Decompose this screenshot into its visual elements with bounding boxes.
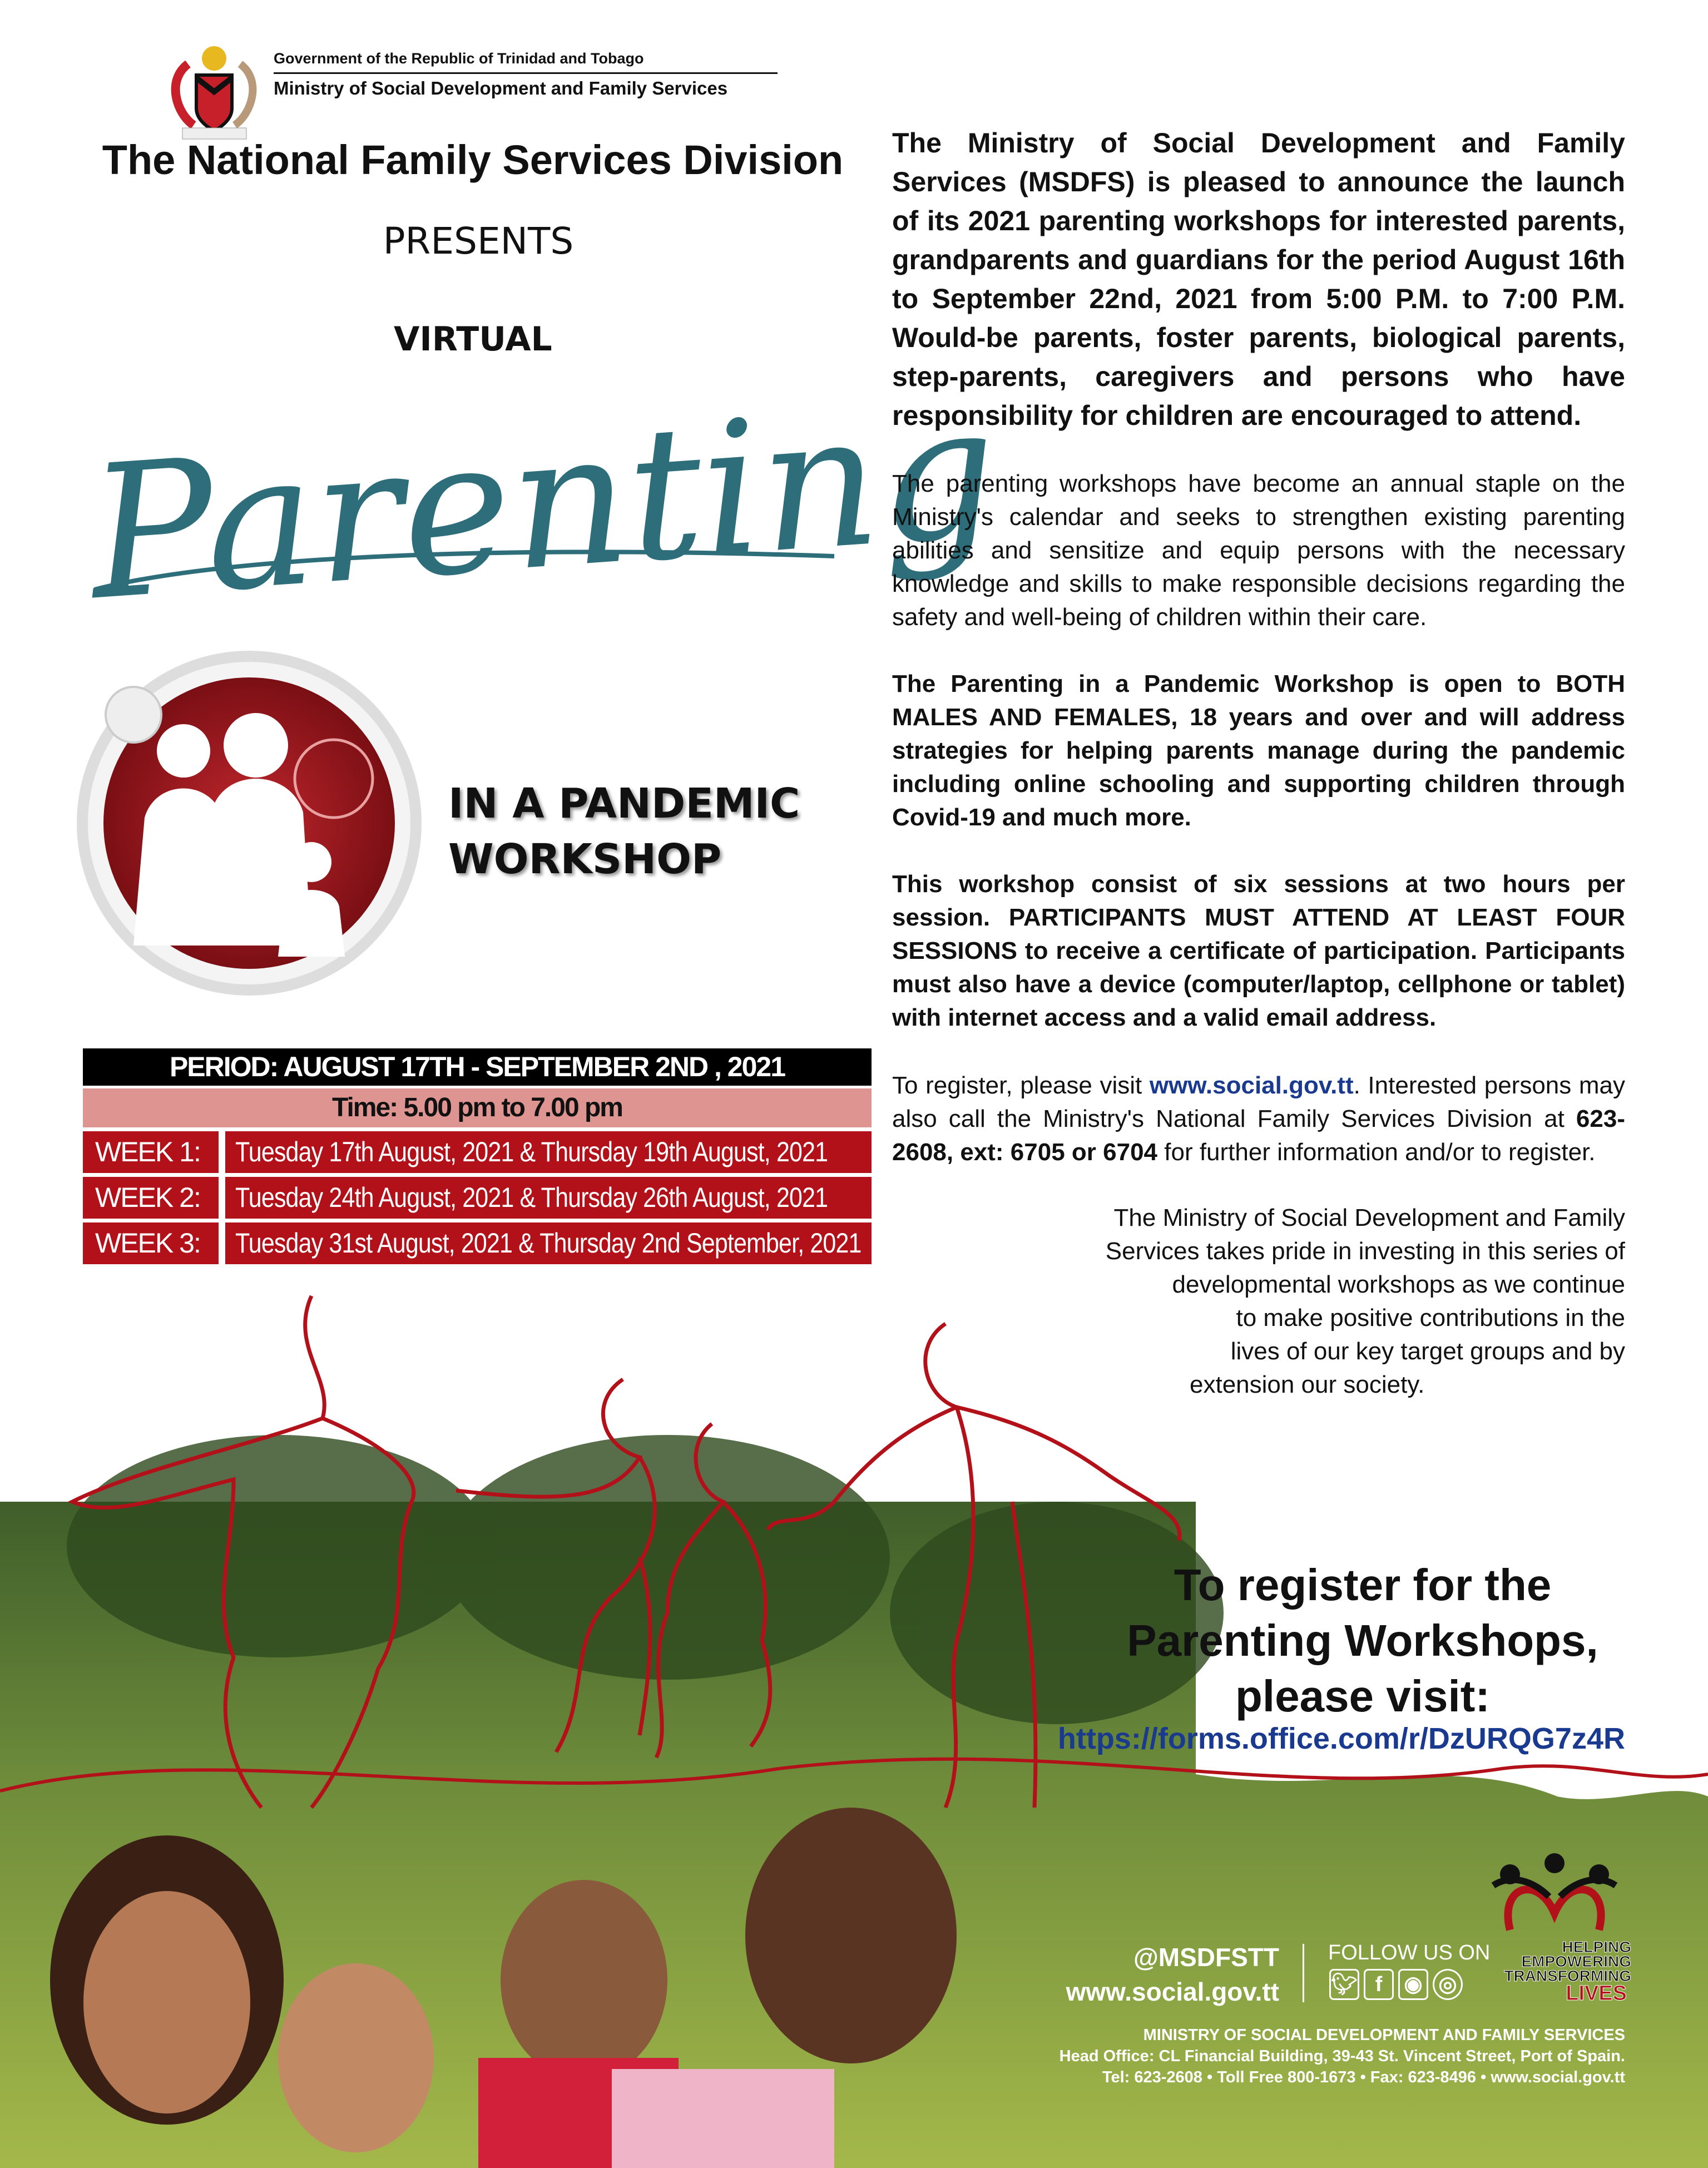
pride-paragraph xyxy=(892,1201,1625,1402)
pride-line: to make positive contributions in the xyxy=(1236,1304,1625,1332)
text: for further information and/or to register. xyxy=(1157,1139,1596,1166)
pride-line: The Ministry of Social Development and Family xyxy=(1113,1204,1625,1231)
time-row: Time: 5.00 pm to 7.00 pm xyxy=(83,1088,872,1127)
logo-line: HELPING xyxy=(1562,1938,1631,1956)
social-icons xyxy=(1329,1969,1463,2000)
footer-address: Head Office: CL Financial Building, 39-43 St. Vincent Street, Port of Spain. xyxy=(1059,2047,1625,2065)
register-line: Parenting Workshops, xyxy=(1127,1616,1598,1665)
globe-icon[interactable]: ◎ xyxy=(1433,1969,1463,2000)
subtitle-line: WORKSHOP xyxy=(448,835,722,883)
week-dates-cell xyxy=(225,1222,872,1264)
register-line: please visit: xyxy=(1235,1671,1490,1721)
week-row xyxy=(83,1177,872,1219)
week-row xyxy=(83,1131,872,1173)
right-column xyxy=(892,123,1625,1402)
week-label: WEEK 3: xyxy=(83,1222,219,1264)
pride-line: lives of our key target groups and by xyxy=(1230,1338,1625,1365)
workshop-subtitle xyxy=(448,776,800,887)
pandemic-family-emblem xyxy=(77,651,422,996)
facebook-icon[interactable]: f xyxy=(1364,1969,1394,2000)
logo-line: LIVES xyxy=(1566,1982,1627,2002)
register-heading xyxy=(1029,1557,1696,1724)
logo-line: EMPOWERING xyxy=(1521,1953,1631,1970)
social-website[interactable]: www.social.gov.tt xyxy=(1066,1977,1279,2006)
instagram-icon[interactable]: ◉ xyxy=(1398,1969,1428,2000)
week-dates-cell xyxy=(225,1177,872,1219)
header-divider xyxy=(274,72,778,74)
text: To register, please visit xyxy=(892,1072,1150,1099)
pride-line: developmental workshops as we continue xyxy=(1172,1271,1625,1298)
eligibility-paragraph: The Parenting in a Pandemic Workshop is open to BOTH MALES AND FEMALES, 18 years and over and will address strategies for helping parents manage during the pandemic including online schooling and supporting children through Covid-19 and much more. xyxy=(892,670,1625,831)
register-paragraph xyxy=(892,1069,1625,1169)
social-handle[interactable]: @MSDFSTT xyxy=(1133,1943,1279,1972)
week-dates-cell xyxy=(225,1131,872,1173)
intro-paragraph: The Ministry of Social Development and Family Services (MSDFS) is pleased to announce the launch of its 2021 parenting workshops for interested parents, grandparents and guardians for the period August 16th to September 22nd, 2021 from 5:00 P.M. to 7:00 P.M. Would-be parents, foster parents, biological parents, step-parents, caregivers and persons who have responsibility for children are encouraged to attend. xyxy=(892,127,1625,431)
virtual-label: VIRTUAL xyxy=(394,320,552,359)
government-label: Government of the Republic of Trinidad and Tobago xyxy=(274,50,644,67)
registration-form-link[interactable]: https://forms.office.com/r/DzURQG7z4R xyxy=(1057,1722,1625,1755)
social-handle-block xyxy=(1066,1940,1279,2009)
logo-line: TRANSFORMING xyxy=(1504,1967,1631,1984)
footer-contact xyxy=(1060,2025,1625,2088)
register-line: To register for the xyxy=(1174,1560,1552,1610)
division-title: The National Family Services Division xyxy=(102,137,844,183)
week-row xyxy=(83,1222,872,1264)
presents-label: PRESENTS xyxy=(383,220,574,263)
week-dates: Tuesday 31st August, 2021 & Thursday 2nd September, 2021 xyxy=(235,1227,862,1259)
pride-line: Services takes pride in investing in this series of xyxy=(1105,1238,1625,1265)
subtitle-line: IN A PANDEMIC xyxy=(448,780,800,828)
week-dates: Tuesday 17th August, 2021 & Thursday 19th August, 2021 xyxy=(235,1136,828,1167)
period-row: PERIOD: AUGUST 17TH - SEPTEMBER 2ND , 2021 xyxy=(83,1048,872,1086)
sessions-paragraph: This workshop consist of six sessions at two hours per session. PARTICIPANTS MUST ATTEND AT LEAST FOUR SESSIONS to receive a certificate of participation. Participants must also have a device (computer/laptop, cellphone or tablet) with internet access and a valid email address. xyxy=(892,870,1625,1031)
phone-numbers: 623-2608, ext: 6705 or 6704 xyxy=(892,1105,1625,1166)
footer-org: MINISTRY OF SOCIAL DEVELOPMENT AND FAMILY SERVICES xyxy=(1143,2026,1625,2044)
website-link[interactable]: www.social.gov.tt xyxy=(1149,1072,1354,1099)
coat-of-arms xyxy=(176,46,253,139)
schedule-table xyxy=(83,1048,872,1264)
week-label: WEEK 1: xyxy=(83,1131,219,1173)
footer-contacts: Tel: 623-2608 • Toll Free 800-1673 • Fax: 623-8496 • www.social.gov.tt xyxy=(1102,2068,1625,2086)
social-divider xyxy=(1303,1944,1304,2002)
twitter-icon[interactable]: 🐦︎ xyxy=(1329,1969,1359,2000)
ministry-label: Ministry of Social Development and Family Services xyxy=(274,78,728,98)
helping-empowering-logo xyxy=(1477,1852,1632,2002)
week-dates: Tuesday 24th August, 2021 & Thursday 26th August, 2021 xyxy=(235,1182,828,1213)
text: . Interested persons may also call the Ministry's National Family Services Division at xyxy=(892,1072,1625,1132)
annual-staple-paragraph: The parenting workshops have become an annual staple on the Ministry's calendar and seeks to strengthen existing parenting abilities and sensitize and equip persons with the necessary knowledge and skills to make responsible decisions regarding the safety and well-being of children within their care. xyxy=(892,470,1625,631)
pride-line: extension our society. xyxy=(1190,1371,1425,1398)
parenting-script-title: Parenting xyxy=(83,364,1003,641)
follow-us-label: FOLLOW US ON xyxy=(1328,1941,1491,1964)
week-label: WEEK 2: xyxy=(83,1177,219,1219)
